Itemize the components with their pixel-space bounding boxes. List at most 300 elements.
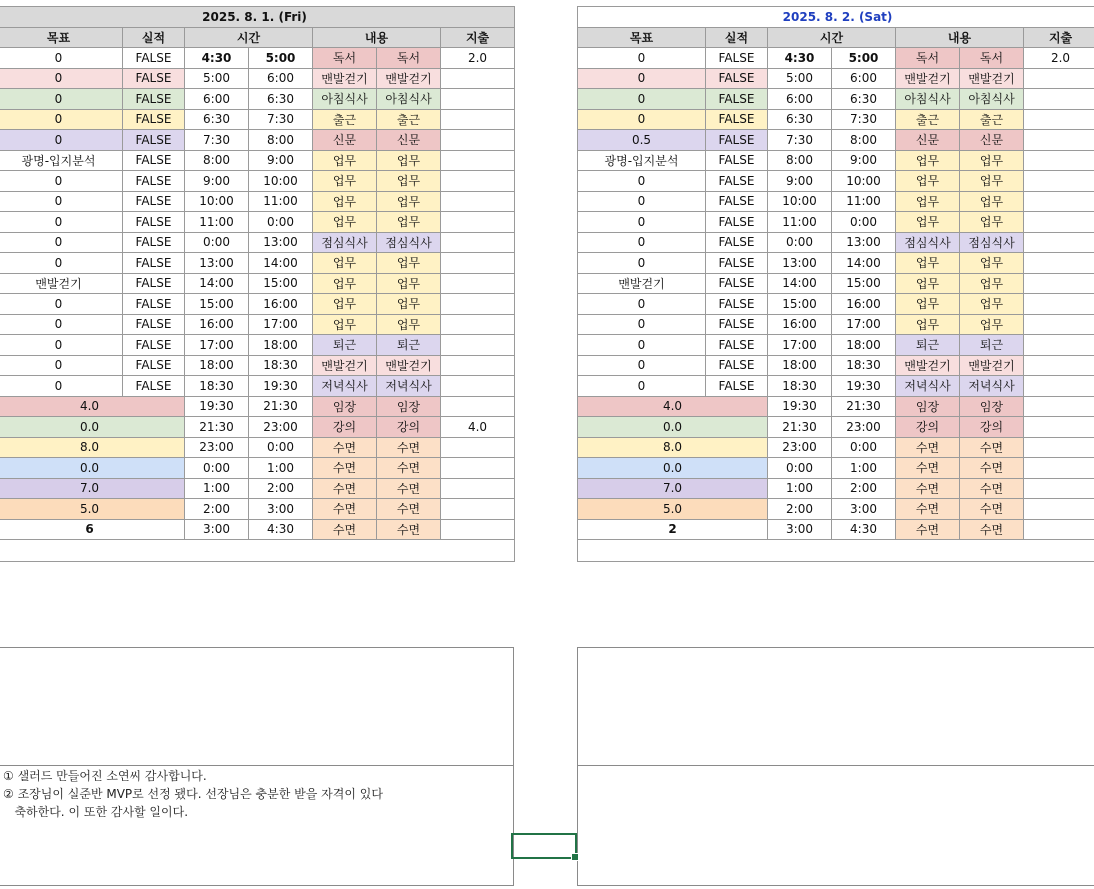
summary-value-cell[interactable]: 5.0 — [0, 499, 185, 520]
end-time-cell[interactable]: 10:00 — [832, 171, 896, 192]
summary-value-cell[interactable]: 6 — [0, 519, 185, 540]
start-time-cell[interactable]: 13:00 — [768, 253, 832, 274]
result-cell[interactable]: FALSE — [706, 109, 768, 130]
content-cell-1[interactable]: 맨발걷기 — [896, 68, 960, 89]
content-cell-2[interactable]: 맨발걷기 — [377, 68, 441, 89]
result-cell[interactable]: FALSE — [123, 314, 185, 335]
content-cell-1[interactable]: 업무 — [896, 171, 960, 192]
result-cell[interactable]: FALSE — [706, 232, 768, 253]
start-time-cell[interactable]: 4:30 — [768, 48, 832, 69]
start-time-cell[interactable]: 1:00 — [185, 478, 249, 499]
content-cell-1[interactable]: 맨발걷기 — [896, 355, 960, 376]
content-cell-2[interactable]: 업무 — [377, 191, 441, 212]
start-time-cell[interactable]: 8:00 — [768, 150, 832, 171]
start-time-cell[interactable]: 10:00 — [768, 191, 832, 212]
spend-cell[interactable] — [441, 212, 515, 233]
content-cell-1[interactable]: 업무 — [896, 314, 960, 335]
end-time-cell[interactable]: 1:00 — [249, 458, 313, 479]
goal-cell[interactable]: 광명-입지분석 — [0, 150, 123, 171]
spend-cell[interactable] — [1024, 437, 1094, 458]
content-cell-1[interactable]: 업무 — [896, 294, 960, 315]
goal-cell[interactable]: 0 — [0, 68, 123, 89]
start-time-cell[interactable]: 15:00 — [768, 294, 832, 315]
goal-cell[interactable]: 0 — [0, 294, 123, 315]
content-cell-2[interactable]: 업무 — [377, 314, 441, 335]
content-cell-1[interactable]: 출근 — [313, 109, 377, 130]
end-time-cell[interactable]: 18:00 — [832, 335, 896, 356]
goal-cell[interactable]: 0 — [0, 314, 123, 335]
content-cell-1[interactable]: 저녁식사 — [313, 376, 377, 397]
content-cell-2[interactable]: 점심식사 — [377, 232, 441, 253]
header-result[interactable]: 실적 — [123, 27, 185, 48]
summary-value-cell[interactable]: 7.0 — [0, 478, 185, 499]
start-time-cell[interactable]: 18:00 — [185, 355, 249, 376]
content-cell-1[interactable]: 신문 — [896, 130, 960, 151]
content-cell-2[interactable]: 업무 — [960, 212, 1024, 233]
start-time-cell[interactable]: 0:00 — [768, 232, 832, 253]
header-content[interactable]: 내용 — [896, 27, 1024, 48]
content-cell-2[interactable]: 수면 — [377, 458, 441, 479]
content-cell-2[interactable]: 맨발걷기 — [960, 68, 1024, 89]
content-cell-1[interactable]: 업무 — [313, 191, 377, 212]
content-cell-2[interactable]: 업무 — [377, 253, 441, 274]
start-time-cell[interactable]: 18:00 — [768, 355, 832, 376]
end-time-cell[interactable]: 18:30 — [832, 355, 896, 376]
start-time-cell[interactable]: 11:00 — [185, 212, 249, 233]
spend-cell[interactable] — [1024, 376, 1094, 397]
spend-cell[interactable] — [441, 355, 515, 376]
goal-cell[interactable]: 0 — [0, 109, 123, 130]
header-goal[interactable]: 목표 — [578, 27, 706, 48]
content-cell-2[interactable]: 업무 — [960, 171, 1024, 192]
goal-cell[interactable]: 0 — [578, 376, 706, 397]
content-cell-1[interactable]: 업무 — [313, 171, 377, 192]
spend-cell[interactable] — [1024, 314, 1094, 335]
content-cell-2[interactable]: 업무 — [960, 273, 1024, 294]
content-cell-1[interactable]: 수면 — [313, 519, 377, 540]
spend-cell[interactable] — [1024, 355, 1094, 376]
content-cell-2[interactable]: 맨발걷기 — [377, 355, 441, 376]
result-cell[interactable]: FALSE — [123, 376, 185, 397]
content-cell-2[interactable]: 업무 — [960, 294, 1024, 315]
content-cell-1[interactable]: 점심식사 — [896, 232, 960, 253]
goal-cell[interactable]: 0.5 — [578, 130, 706, 151]
end-time-cell[interactable]: 19:30 — [832, 376, 896, 397]
result-cell[interactable]: FALSE — [123, 68, 185, 89]
goal-cell[interactable]: 0 — [578, 355, 706, 376]
content-cell-2[interactable]: 신문 — [377, 130, 441, 151]
result-cell[interactable]: FALSE — [706, 89, 768, 110]
content-cell-1[interactable]: 업무 — [313, 212, 377, 233]
content-cell-2[interactable]: 수면 — [377, 519, 441, 540]
summary-value-cell[interactable]: 8.0 — [0, 437, 185, 458]
goal-cell[interactable]: 0 — [578, 294, 706, 315]
start-time-cell[interactable]: 17:00 — [185, 335, 249, 356]
content-cell-2[interactable]: 업무 — [377, 171, 441, 192]
content-cell-2[interactable]: 강의 — [377, 417, 441, 438]
summary-value-cell[interactable]: 8.0 — [578, 437, 768, 458]
result-cell[interactable]: FALSE — [123, 232, 185, 253]
saturday-date-title[interactable]: 2025. 8. 2. (Sat) — [578, 7, 1094, 28]
end-time-cell[interactable]: 16:00 — [249, 294, 313, 315]
content-cell-1[interactable]: 업무 — [313, 253, 377, 274]
spend-cell[interactable] — [1024, 171, 1094, 192]
content-cell-2[interactable]: 독서 — [960, 48, 1024, 69]
result-cell[interactable]: FALSE — [123, 294, 185, 315]
content-cell-2[interactable]: 업무 — [377, 273, 441, 294]
content-cell-2[interactable]: 출근 — [960, 109, 1024, 130]
content-cell-1[interactable]: 점심식사 — [313, 232, 377, 253]
header-content[interactable]: 내용 — [313, 27, 441, 48]
summary-value-cell[interactable]: 4.0 — [0, 396, 185, 417]
content-cell-1[interactable]: 업무 — [896, 150, 960, 171]
goal-cell[interactable]: 맨발걷기 — [0, 273, 123, 294]
end-time-cell[interactable]: 15:00 — [249, 273, 313, 294]
content-cell-2[interactable]: 업무 — [377, 212, 441, 233]
spend-cell[interactable] — [441, 109, 515, 130]
spend-cell[interactable] — [441, 273, 515, 294]
result-cell[interactable]: FALSE — [706, 68, 768, 89]
saturday-notes-box[interactable] — [577, 647, 1094, 766]
content-cell-1[interactable]: 수면 — [313, 458, 377, 479]
selected-cell-cursor[interactable] — [511, 833, 577, 859]
content-cell-1[interactable]: 업무 — [313, 273, 377, 294]
spend-cell[interactable] — [441, 396, 515, 417]
start-time-cell[interactable]: 16:00 — [768, 314, 832, 335]
content-cell-2[interactable]: 독서 — [377, 48, 441, 69]
header-spend[interactable]: 지출 — [441, 27, 515, 48]
end-time-cell[interactable]: 7:30 — [249, 109, 313, 130]
content-cell-2[interactable]: 맨발걷기 — [960, 355, 1024, 376]
summary-value-cell[interactable]: 0.0 — [0, 417, 185, 438]
content-cell-2[interactable]: 업무 — [377, 150, 441, 171]
content-cell-1[interactable]: 저녁식사 — [896, 376, 960, 397]
summary-value-cell[interactable]: 5.0 — [578, 499, 768, 520]
goal-cell[interactable]: 0 — [578, 171, 706, 192]
result-cell[interactable]: FALSE — [706, 294, 768, 315]
end-time-cell[interactable]: 14:00 — [249, 253, 313, 274]
goal-cell[interactable]: 0 — [578, 232, 706, 253]
spend-cell[interactable] — [1024, 130, 1094, 151]
start-time-cell[interactable]: 15:00 — [185, 294, 249, 315]
goal-cell[interactable]: 0 — [0, 212, 123, 233]
spend-cell[interactable] — [1024, 68, 1094, 89]
content-cell-2[interactable]: 강의 — [960, 417, 1024, 438]
start-time-cell[interactable]: 6:30 — [185, 109, 249, 130]
spend-cell[interactable] — [1024, 335, 1094, 356]
spend-cell[interactable]: 2.0 — [1024, 48, 1094, 69]
start-time-cell[interactable]: 19:30 — [768, 396, 832, 417]
content-cell-1[interactable]: 출근 — [896, 109, 960, 130]
summary-value-cell[interactable]: 7.0 — [578, 478, 768, 499]
content-cell-2[interactable]: 저녁식사 — [960, 376, 1024, 397]
spend-cell[interactable] — [1024, 478, 1094, 499]
fill-handle[interactable] — [571, 853, 579, 861]
start-time-cell[interactable]: 7:30 — [185, 130, 249, 151]
start-time-cell[interactable]: 10:00 — [185, 191, 249, 212]
result-cell[interactable]: FALSE — [706, 191, 768, 212]
result-cell[interactable]: FALSE — [706, 150, 768, 171]
content-cell-2[interactable]: 수면 — [960, 499, 1024, 520]
result-cell[interactable]: FALSE — [706, 212, 768, 233]
spend-cell[interactable] — [441, 89, 515, 110]
content-cell-1[interactable]: 수면 — [313, 478, 377, 499]
start-time-cell[interactable]: 17:00 — [768, 335, 832, 356]
spend-cell[interactable] — [441, 314, 515, 335]
content-cell-1[interactable]: 임장 — [896, 396, 960, 417]
result-cell[interactable]: FALSE — [123, 355, 185, 376]
spend-cell[interactable]: 2.0 — [441, 48, 515, 69]
result-cell[interactable]: FALSE — [123, 130, 185, 151]
goal-cell[interactable]: 0 — [0, 355, 123, 376]
end-time-cell[interactable]: 4:30 — [832, 519, 896, 540]
result-cell[interactable]: FALSE — [123, 171, 185, 192]
end-time-cell[interactable]: 3:00 — [249, 499, 313, 520]
start-time-cell[interactable]: 8:00 — [185, 150, 249, 171]
end-time-cell[interactable]: 10:00 — [249, 171, 313, 192]
result-cell[interactable]: FALSE — [123, 48, 185, 69]
goal-cell[interactable]: 0 — [578, 68, 706, 89]
end-time-cell[interactable]: 8:00 — [249, 130, 313, 151]
spend-cell[interactable] — [1024, 499, 1094, 520]
spend-cell[interactable] — [1024, 150, 1094, 171]
spend-cell[interactable] — [441, 437, 515, 458]
end-time-cell[interactable]: 4:30 — [249, 519, 313, 540]
result-cell[interactable]: FALSE — [706, 48, 768, 69]
result-cell[interactable]: FALSE — [123, 89, 185, 110]
spend-cell[interactable] — [1024, 109, 1094, 130]
spend-cell[interactable]: 4.0 — [441, 417, 515, 438]
spend-cell[interactable] — [441, 191, 515, 212]
content-cell-1[interactable]: 업무 — [896, 212, 960, 233]
summary-value-cell[interactable]: 2 — [578, 519, 768, 540]
start-time-cell[interactable]: 6:30 — [768, 109, 832, 130]
end-time-cell[interactable]: 13:00 — [832, 232, 896, 253]
start-time-cell[interactable]: 4:30 — [185, 48, 249, 69]
spend-cell[interactable] — [1024, 458, 1094, 479]
saturday-gratitude-box[interactable] — [577, 765, 1094, 886]
start-time-cell[interactable]: 5:00 — [768, 68, 832, 89]
start-time-cell[interactable]: 21:30 — [185, 417, 249, 438]
content-cell-2[interactable]: 업무 — [960, 191, 1024, 212]
start-time-cell[interactable]: 6:00 — [768, 89, 832, 110]
content-cell-1[interactable]: 맨발걷기 — [313, 355, 377, 376]
goal-cell[interactable]: 0 — [0, 89, 123, 110]
end-time-cell[interactable]: 19:30 — [249, 376, 313, 397]
end-time-cell[interactable]: 15:00 — [832, 273, 896, 294]
result-cell[interactable]: FALSE — [123, 273, 185, 294]
spend-cell[interactable] — [441, 294, 515, 315]
end-time-cell[interactable]: 16:00 — [832, 294, 896, 315]
end-time-cell[interactable]: 21:30 — [249, 396, 313, 417]
start-time-cell[interactable]: 19:30 — [185, 396, 249, 417]
spend-cell[interactable] — [441, 458, 515, 479]
goal-cell[interactable]: 0 — [0, 48, 123, 69]
goal-cell[interactable]: 0 — [578, 48, 706, 69]
spend-cell[interactable] — [1024, 396, 1094, 417]
spend-cell[interactable] — [1024, 253, 1094, 274]
end-time-cell[interactable]: 18:30 — [249, 355, 313, 376]
content-cell-1[interactable]: 독서 — [896, 48, 960, 69]
end-time-cell[interactable]: 3:00 — [832, 499, 896, 520]
content-cell-1[interactable]: 업무 — [313, 294, 377, 315]
content-cell-1[interactable]: 퇴근 — [896, 335, 960, 356]
content-cell-2[interactable]: 임장 — [377, 396, 441, 417]
content-cell-1[interactable]: 업무 — [313, 314, 377, 335]
content-cell-2[interactable]: 수면 — [960, 437, 1024, 458]
end-time-cell[interactable]: 7:30 — [832, 109, 896, 130]
content-cell-2[interactable]: 수면 — [960, 458, 1024, 479]
content-cell-1[interactable]: 수면 — [896, 478, 960, 499]
start-time-cell[interactable]: 23:00 — [768, 437, 832, 458]
header-goal[interactable]: 목표 — [0, 27, 123, 48]
spend-cell[interactable] — [1024, 273, 1094, 294]
content-cell-1[interactable]: 업무 — [313, 150, 377, 171]
end-time-cell[interactable]: 11:00 — [249, 191, 313, 212]
goal-cell[interactable]: 0 — [0, 191, 123, 212]
summary-value-cell[interactable]: 4.0 — [578, 396, 768, 417]
spend-cell[interactable] — [441, 171, 515, 192]
content-cell-1[interactable]: 수면 — [896, 499, 960, 520]
start-time-cell[interactable]: 14:00 — [768, 273, 832, 294]
content-cell-2[interactable]: 수면 — [377, 437, 441, 458]
spend-cell[interactable] — [1024, 89, 1094, 110]
start-time-cell[interactable]: 0:00 — [185, 458, 249, 479]
content-cell-1[interactable]: 아침식사 — [313, 89, 377, 110]
content-cell-2[interactable]: 임장 — [960, 396, 1024, 417]
content-cell-1[interactable]: 퇴근 — [313, 335, 377, 356]
content-cell-2[interactable]: 업무 — [960, 314, 1024, 335]
spend-cell[interactable] — [1024, 232, 1094, 253]
result-cell[interactable]: FALSE — [706, 171, 768, 192]
start-time-cell[interactable]: 0:00 — [185, 232, 249, 253]
end-time-cell[interactable]: 14:00 — [832, 253, 896, 274]
content-cell-1[interactable]: 신문 — [313, 130, 377, 151]
content-cell-2[interactable]: 저녁식사 — [377, 376, 441, 397]
friday-notes-box[interactable] — [0, 647, 514, 766]
spend-cell[interactable] — [1024, 212, 1094, 233]
friday-date-title[interactable]: 2025. 8. 1. (Fri) — [0, 7, 515, 28]
start-time-cell[interactable]: 3:00 — [768, 519, 832, 540]
end-time-cell[interactable]: 9:00 — [249, 150, 313, 171]
spend-cell[interactable] — [441, 499, 515, 520]
content-cell-1[interactable]: 아침식사 — [896, 89, 960, 110]
content-cell-1[interactable]: 수면 — [313, 499, 377, 520]
friday-gratitude-box[interactable] — [0, 765, 514, 886]
start-time-cell[interactable]: 18:30 — [768, 376, 832, 397]
content-cell-1[interactable]: 업무 — [896, 191, 960, 212]
start-time-cell[interactable]: 13:00 — [185, 253, 249, 274]
start-time-cell[interactable]: 0:00 — [768, 458, 832, 479]
end-time-cell[interactable]: 0:00 — [832, 212, 896, 233]
spend-cell[interactable] — [441, 335, 515, 356]
spend-cell[interactable] — [441, 376, 515, 397]
end-time-cell[interactable]: 6:30 — [832, 89, 896, 110]
end-time-cell[interactable]: 6:00 — [249, 68, 313, 89]
end-time-cell[interactable]: 6:30 — [249, 89, 313, 110]
start-time-cell[interactable]: 9:00 — [185, 171, 249, 192]
content-cell-2[interactable]: 수면 — [960, 478, 1024, 499]
start-time-cell[interactable]: 18:30 — [185, 376, 249, 397]
end-time-cell[interactable]: 6:00 — [832, 68, 896, 89]
content-cell-1[interactable]: 수면 — [896, 458, 960, 479]
content-cell-2[interactable]: 신문 — [960, 130, 1024, 151]
spend-cell[interactable] — [441, 478, 515, 499]
content-cell-1[interactable]: 수면 — [896, 437, 960, 458]
result-cell[interactable]: FALSE — [123, 150, 185, 171]
end-time-cell[interactable]: 2:00 — [832, 478, 896, 499]
result-cell[interactable]: FALSE — [123, 253, 185, 274]
goal-cell[interactable]: 0 — [578, 212, 706, 233]
end-time-cell[interactable]: 0:00 — [249, 437, 313, 458]
start-time-cell[interactable]: 1:00 — [768, 478, 832, 499]
end-time-cell[interactable]: 2:00 — [249, 478, 313, 499]
content-cell-2[interactable]: 업무 — [960, 253, 1024, 274]
end-time-cell[interactable]: 23:00 — [249, 417, 313, 438]
goal-cell[interactable]: 0 — [0, 232, 123, 253]
result-cell[interactable]: FALSE — [706, 355, 768, 376]
result-cell[interactable]: FALSE — [706, 273, 768, 294]
end-time-cell[interactable]: 17:00 — [832, 314, 896, 335]
content-cell-1[interactable]: 업무 — [896, 253, 960, 274]
goal-cell[interactable]: 0 — [0, 253, 123, 274]
content-cell-1[interactable]: 강의 — [313, 417, 377, 438]
content-cell-1[interactable]: 강의 — [896, 417, 960, 438]
end-time-cell[interactable]: 0:00 — [832, 437, 896, 458]
header-time[interactable]: 시간 — [768, 27, 896, 48]
summary-value-cell[interactable]: 0.0 — [0, 458, 185, 479]
start-time-cell[interactable]: 3:00 — [185, 519, 249, 540]
end-time-cell[interactable]: 11:00 — [832, 191, 896, 212]
spend-cell[interactable] — [441, 519, 515, 540]
header-result[interactable]: 실적 — [706, 27, 768, 48]
content-cell-2[interactable]: 출근 — [377, 109, 441, 130]
header-spend[interactable]: 지출 — [1024, 27, 1094, 48]
result-cell[interactable]: FALSE — [123, 191, 185, 212]
result-cell[interactable]: FALSE — [706, 253, 768, 274]
spend-cell[interactable] — [1024, 294, 1094, 315]
content-cell-2[interactable]: 아침식사 — [377, 89, 441, 110]
content-cell-2[interactable]: 수면 — [960, 519, 1024, 540]
end-time-cell[interactable]: 8:00 — [832, 130, 896, 151]
end-time-cell[interactable]: 1:00 — [832, 458, 896, 479]
end-time-cell[interactable]: 21:30 — [832, 396, 896, 417]
header-time[interactable]: 시간 — [185, 27, 313, 48]
content-cell-1[interactable]: 맨발걷기 — [313, 68, 377, 89]
spend-cell[interactable] — [441, 130, 515, 151]
spend-cell[interactable] — [1024, 417, 1094, 438]
content-cell-1[interactable]: 임장 — [313, 396, 377, 417]
start-time-cell[interactable]: 23:00 — [185, 437, 249, 458]
spend-cell[interactable] — [441, 150, 515, 171]
content-cell-2[interactable]: 퇴근 — [377, 335, 441, 356]
result-cell[interactable]: FALSE — [706, 130, 768, 151]
end-time-cell[interactable]: 5:00 — [249, 48, 313, 69]
content-cell-2[interactable]: 아침식사 — [960, 89, 1024, 110]
spend-cell[interactable] — [1024, 191, 1094, 212]
goal-cell[interactable]: 0 — [578, 89, 706, 110]
goal-cell[interactable]: 0 — [578, 253, 706, 274]
end-time-cell[interactable]: 9:00 — [832, 150, 896, 171]
content-cell-1[interactable]: 독서 — [313, 48, 377, 69]
start-time-cell[interactable]: 6:00 — [185, 89, 249, 110]
goal-cell[interactable]: 0 — [0, 171, 123, 192]
summary-value-cell[interactable]: 0.0 — [578, 458, 768, 479]
end-time-cell[interactable]: 17:00 — [249, 314, 313, 335]
content-cell-1[interactable]: 업무 — [896, 273, 960, 294]
spend-cell[interactable] — [441, 232, 515, 253]
result-cell[interactable]: FALSE — [123, 335, 185, 356]
